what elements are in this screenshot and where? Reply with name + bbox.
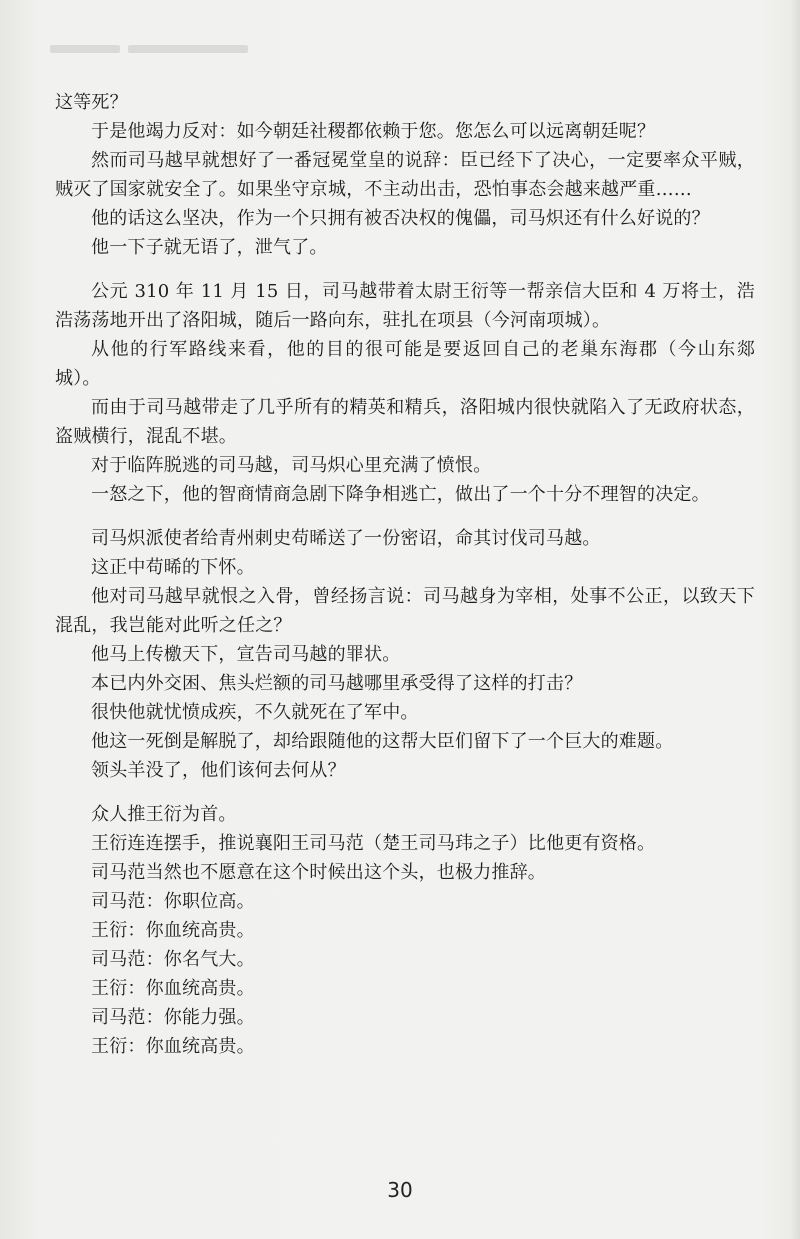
faded-running-header: [50, 38, 280, 50]
paragraph: 他一下子就无语了，泄气了。: [91, 237, 328, 258]
paragraph: 从他的行军路线来看，他的目的很可能是要返回自己的老巢东海郡（今山东郯城）。: [55, 339, 755, 389]
paragraph: 对于临阵脱逃的司马越，司马炽心里充满了愤恨。: [91, 455, 492, 476]
dialogue-line: 王衍：你血统高贵。: [91, 978, 255, 999]
page-edge-shadow: [790, 0, 800, 1239]
paragraph: 一怒之下，他的智商情商急剧下降争相逃亡，做出了一个十分不理智的决定。: [91, 484, 710, 505]
paragraph: 然而司马越早就想好了一番冠冕堂皇的说辞：臣已经下了决心，一定要率众平贼，贼灭了国家就安全了。如果坐守京城，不主动出击，恐怕事态会越来越严重……: [55, 150, 755, 200]
body-text: [55, 88, 755, 1061]
paragraph: 而由于司马越带走了几乎所有的精英和精兵，洛阳城内很快就陷入了无政府状态，盗贼横行，混乱不堪。: [55, 397, 755, 447]
paragraph: 王衍连连摆手，推说襄阳王司马范（楚王司马玮之子）比他更有资格。: [91, 833, 656, 854]
paragraph: 于是他竭力反对：如今朝廷社稷都依赖于您。您怎么可以远离朝廷呢？: [91, 121, 656, 142]
paragraph: 他马上传檄天下，宣告司马越的罪状。: [91, 644, 401, 665]
page-number: 30: [387, 1178, 413, 1202]
dialogue-line: 司马范：你名气大。: [91, 949, 255, 970]
dialogue-line: 王衍：你血统高贵。: [91, 920, 255, 941]
paragraph: 他对司马越早就恨之入骨，曾经扬言说：司马越身为宰相，处事不公正，以致天下混乱，我岂能对此听之任之？: [55, 586, 755, 636]
paragraph: 他的话这么坚决，作为一个只拥有被否决权的傀儡，司马炽还有什么好说的？: [91, 208, 710, 229]
dialogue-line: 司马范：你能力强。: [91, 1007, 255, 1028]
paragraph: 司马范当然也不愿意在这个时候出这个头，也极力推辞。: [91, 862, 546, 883]
paragraph: 这等死？: [55, 92, 128, 113]
paragraph: 这正中苟晞的下怀。: [91, 557, 255, 578]
paragraph: 很快他就忧愤成疾，不久就死在了军中。: [91, 702, 419, 723]
dialogue-line: 王衍：你血统高贵。: [91, 1036, 255, 1057]
paragraph: 众人推王衍为首。: [91, 804, 237, 825]
dialogue-line: 司马范：你职位高。: [91, 891, 255, 912]
paragraph: 他这一死倒是解脱了，却给跟随他的这帮大臣们留下了一个巨大的难题。: [91, 731, 674, 752]
paragraph: 司马炽派使者给青州刺史苟晞送了一份密诏，命其讨伐司马越。: [91, 528, 601, 549]
paragraph: 领头羊没了，他们该何去何从？: [91, 760, 346, 781]
paragraph: 公元 310 年 11 月 15 日，司马越带着太尉王衍等一帮亲信大臣和 4 万将士，浩浩荡荡地开出了洛阳城，随后一路向东，驻扎在项县（今河南项城）。: [55, 281, 755, 331]
paragraph: 本已内外交困、焦头烂额的司马越哪里承受得了这样的打击？: [91, 673, 583, 694]
